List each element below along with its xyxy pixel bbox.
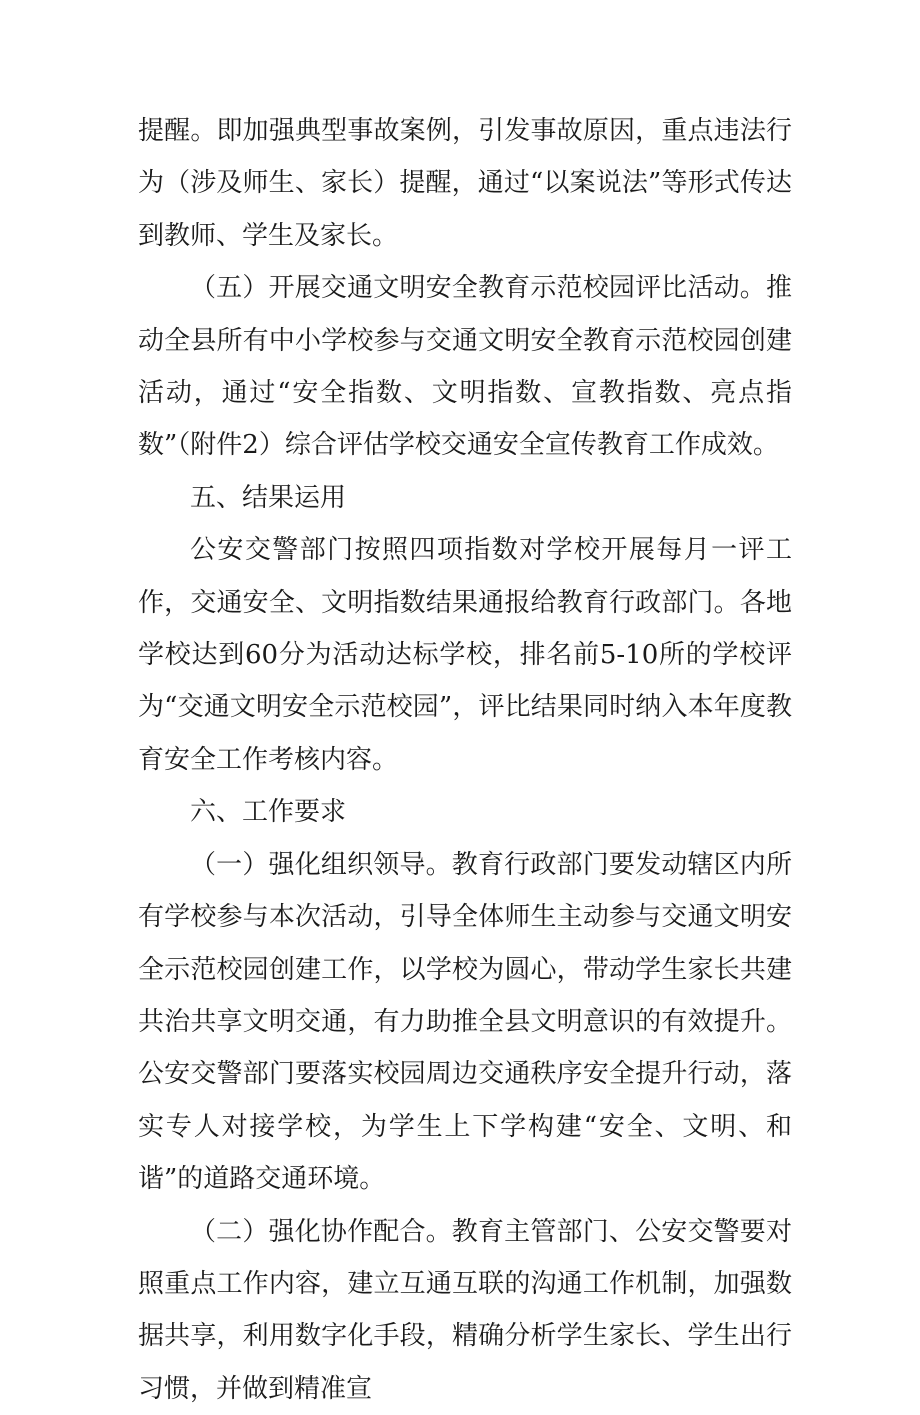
- paragraph-requirement-two: （二）强化协作配合。教育主管部门、公安交警要对照重点工作内容，建立互通互联的沟通工作机制，加强数据共享，利用数字化手段，精确分析学生家长、学生出行习惯，并做到精准宣: [138, 1216, 792, 1404]
- document-body: [138, 105, 792, 1415]
- paragraph-continuation: 提醒。即加强典型事故案例，引发事故原因，重点违法行为（涉及师生、家长）提醒，通过“以案说法”等形式传达到教师、学生及家长。: [138, 116, 792, 251]
- paragraph-item-five: （五）开展交通文明安全教育示范校园评比活动。推动全县所有中小学校参与交通文明安全教育示范校园创建活动，通过“安全指数、文明指数、宣教指数、亮点指数”（附件2）综合评估学校交通安全宣传教育工作成效。: [138, 273, 792, 461]
- paragraph-requirement-one: （一）强化组织领导。教育行政部门要发动辖区内所有学校参与本次活动，引导全体师生主动参与交通文明安全示范校园创建工作，以学校为圆心，带动学生家长共建共治共享文明交通，有力助推全县文明意识的有效提升。公安交警部门要落实校园周边交通秩序安全提升行动，落实专人对接学校，为学生上下学构建“安全、文明、和谐”的道路交通环境。: [138, 849, 792, 1195]
- paragraph-results: 公安交警部门按照四项指数对学校开展每月一评工作，交通安全、文明指数结果通报给教育行政部门。各地学校达到60分为活动达标学校，排名前5-10所的学校评为“交通文明安全示范校园”，评比结果同时纳入本年度教育安全工作考核内容。: [138, 535, 792, 775]
- section-heading-requirements: 六、工作要求: [190, 797, 347, 828]
- section-heading-results: 五、结果运用: [190, 482, 347, 513]
